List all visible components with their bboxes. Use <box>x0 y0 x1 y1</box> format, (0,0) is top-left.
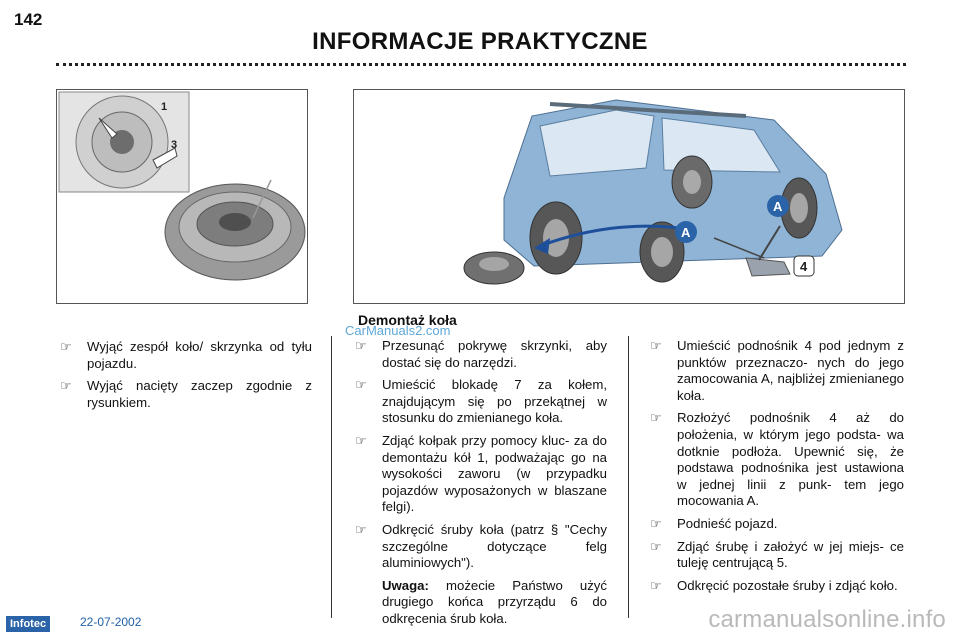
title-divider <box>56 63 906 66</box>
pointing-hand-icon: ☞ <box>650 538 662 554</box>
footer-date: 22-07-2002 <box>80 615 142 629</box>
column-3 <box>650 338 904 600</box>
watermark-carmanuals[interactable]: CarManuals2.com <box>345 323 451 338</box>
column-1 <box>60 339 312 417</box>
list-item: ☞ Odkręcić pozostałe śruby i zdjąć koło. <box>650 577 898 593</box>
list-item: ☞ Podnieść pojazd. <box>650 515 778 531</box>
list-item: ☞ Umieścić blokadę 7 za kołem, znajdującym się po przekątnej w stosunku do zmienianego koła. <box>355 377 607 426</box>
list-item: ☞ Zdjąć śrubę i założyć w jej miejs- ce tuleję centrującą 5. <box>650 538 904 571</box>
list-item: ☞ Zdjąć kołpak przy pomocy kluc- za do demontażu kół 1, podważając go na wysokości zaworu (w przypadku pojazdów wyposażonych w blaszane felgi). <box>355 432 607 515</box>
column-2 <box>355 338 607 628</box>
pointing-hand-icon: ☞ <box>650 338 662 353</box>
note-paragraph <box>355 578 607 628</box>
infotec-badge: Infotec <box>6 616 50 632</box>
pointing-hand-icon: ☞ <box>355 432 367 448</box>
list-item: ☞ Umieścić podnośnik 4 pod jednym z punktów przeznaczo- nych do jego zamocowania A, najbliżej zmienianego koła. <box>650 338 904 403</box>
spare-wheel-illustration <box>57 90 308 304</box>
figure-spare-wheel <box>56 89 308 304</box>
figure-label-a-2: A <box>773 199 783 214</box>
pointing-hand-icon: ☞ <box>355 377 367 393</box>
list-item: ☞ Wyjąć zespół koło/ skrzynka od tyłu pojazdu. <box>60 339 312 371</box>
car-jack-illustration <box>354 90 905 304</box>
pointing-hand-icon: ☞ <box>60 339 72 354</box>
pointing-hand-icon: ☞ <box>355 338 367 353</box>
list-item: ☞ Przesunąć pokrywę skrzynki, aby dostać się do narzędzi. <box>355 338 607 370</box>
pointing-hand-icon: ☞ <box>60 378 72 394</box>
column-divider-1 <box>331 336 332 618</box>
figure-label-3: 3 <box>171 139 178 151</box>
list-item: ☞ Rozłożyć podnośnik 4 aż do położenia, w którym jego podsta- wa dotknie podłoża. Upewnić się, że podstawa podnośnika jest ustawiona w jednej linii z punk- tem jego mocowania A. <box>650 410 904 509</box>
watermark-carmanualsonline[interactable]: carmanualsonline.info <box>708 606 946 633</box>
pointing-hand-icon: ☞ <box>650 515 662 531</box>
note-label: Uwaga: <box>382 577 429 593</box>
figure-label-a-1: A <box>681 225 691 240</box>
pointing-hand-icon: ☞ <box>650 577 662 593</box>
page-title: INFORMACJE PRAKTYCZNE <box>312 28 648 55</box>
pointing-hand-icon: ☞ <box>650 410 662 426</box>
list-item: ☞ Wyjąć nacięty zaczep zgodnie z rysunkiem. <box>60 378 312 410</box>
pointing-hand-icon: ☞ <box>355 521 367 537</box>
figure-car-jack <box>353 89 905 304</box>
list-item: ☞ Odkręcić śruby koła (patrz § "Cechy szczególne dotyczące felg aluminiowych"). <box>355 521 607 571</box>
figure-label-1: 1 <box>161 101 168 113</box>
figure-label-4: 4 <box>800 259 808 274</box>
note-text: możecie Państwo użyć drugiego końca przyrządu 6 do odkręcenia śrub koła. <box>382 577 607 626</box>
page-number: 142 <box>14 10 43 29</box>
section-heading: Demontaż koła <box>358 312 457 328</box>
column-divider-2 <box>628 336 629 618</box>
